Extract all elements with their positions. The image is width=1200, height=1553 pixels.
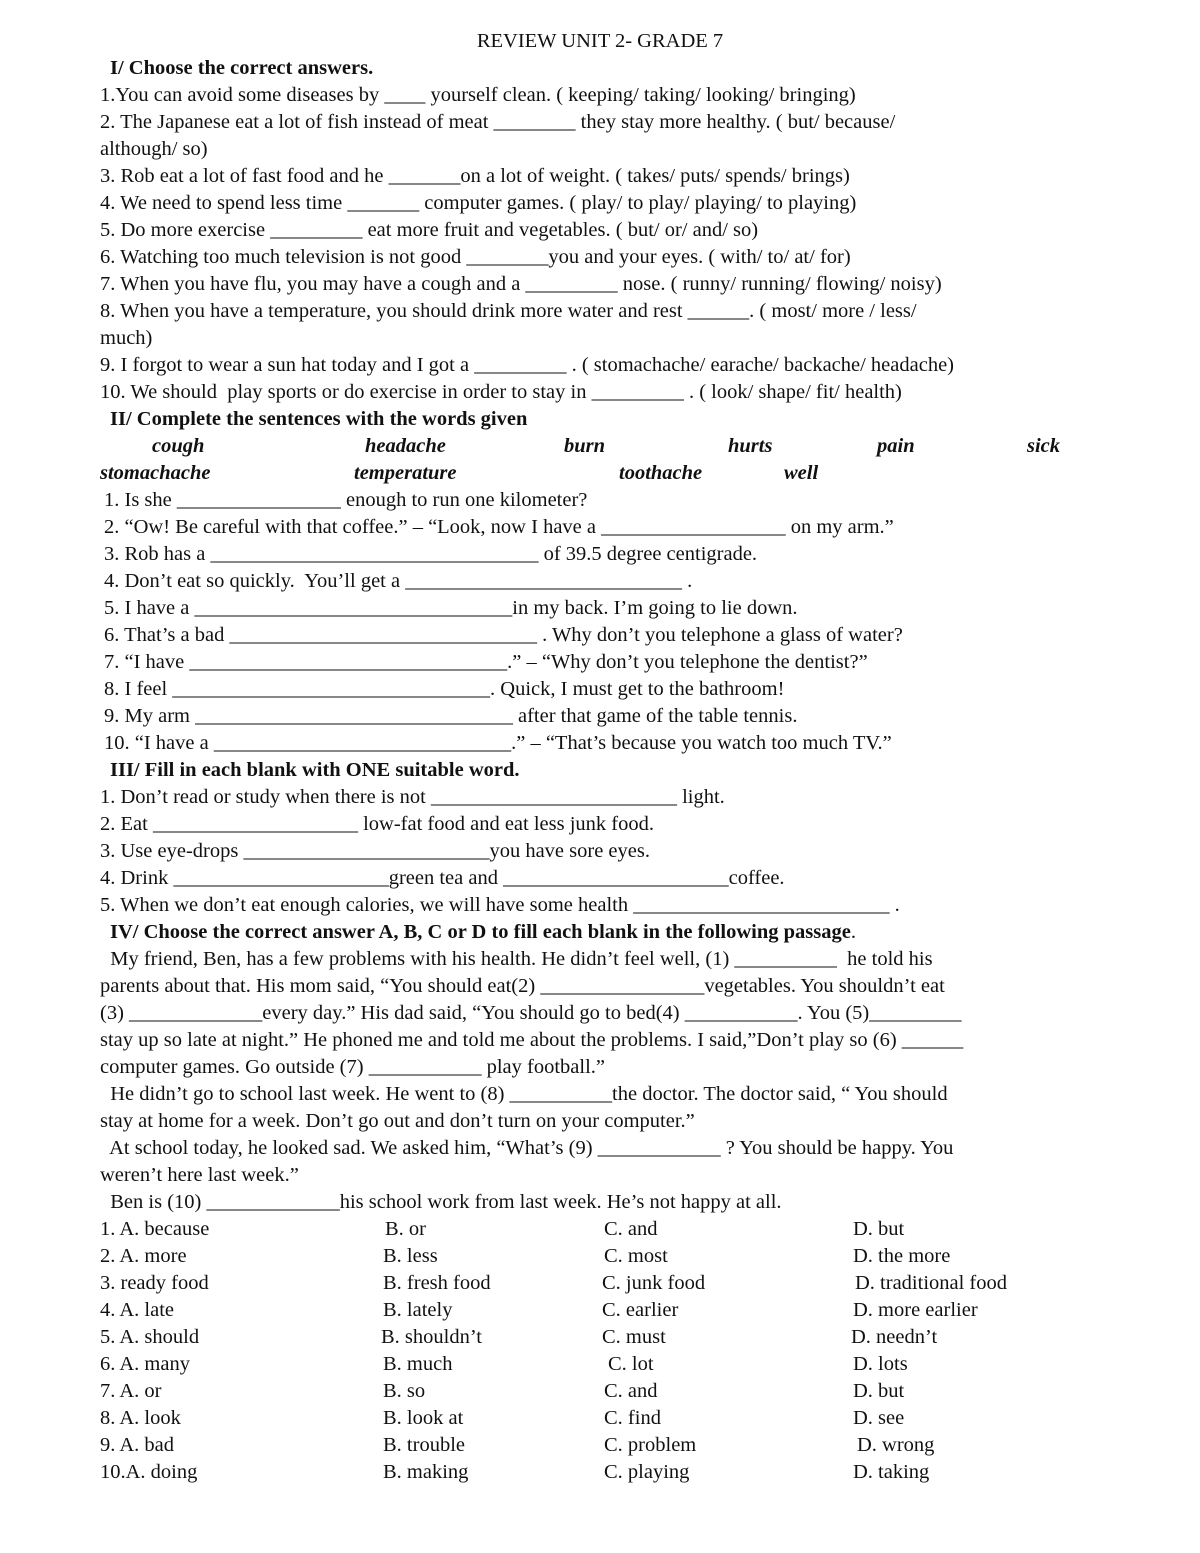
- option-row: [100, 1405, 1100, 1432]
- option-row: [100, 1297, 1100, 1324]
- option-c: C. playing: [604, 1461, 690, 1483]
- word-bank-item: burn: [564, 435, 606, 457]
- question-line: 8. I feel _______________________________. Quick, I must get to the bathroom!: [104, 678, 785, 700]
- question-line: 9. My arm _______________________________ after that game of the table tennis.: [104, 705, 798, 727]
- passage-line: At school today, he looked sad. We asked him, “What’s (9) ____________ ? You should be happy. You: [100, 1137, 954, 1159]
- word-bank-item: temperature: [354, 462, 457, 484]
- passage-line: parents about that. His mom said, “You should eat(2) ________________vegetables. You shouldn’t eat: [100, 975, 945, 997]
- option-d: D. but: [853, 1380, 905, 1402]
- option-b: B. trouble: [383, 1434, 465, 1456]
- option-c: C. most: [604, 1245, 668, 1267]
- word-bank-item: hurts: [728, 435, 773, 457]
- passage-line: He didn’t go to school last week. He went to (8) __________the doctor. The doctor said, “ You should: [100, 1083, 948, 1105]
- option-a: 2. A. more: [100, 1245, 187, 1267]
- option-d: D. see: [853, 1407, 905, 1429]
- passage-line: stay up so late at night.” He phoned me and told me about the problems. I said,”Don’t play so (6) ______: [100, 1029, 964, 1051]
- option-c: C. problem: [604, 1434, 697, 1456]
- question-line: 6. Watching too much television is not good ________you and your eyes. ( with/ to/ at/ for): [100, 246, 851, 268]
- option-b: B. lately: [383, 1299, 453, 1321]
- question-line: 7. “I have _______________________________.” – “Why don’t you telephone the dentist?”: [104, 651, 868, 673]
- option-b: B. making: [383, 1461, 469, 1483]
- option-b: B. look at: [383, 1407, 464, 1429]
- question-line: 3. Use eye-drops ________________________you have sore eyes.: [100, 840, 650, 862]
- section-1-heading: I/ Choose the correct answers.: [110, 57, 374, 79]
- option-a: 10.A. doing: [100, 1461, 198, 1483]
- option-b: B. shouldn’t: [381, 1326, 482, 1348]
- question-line: 2. “Ow! Be careful with that coffee.” – “Look, now I have a __________________ on my arm.”: [104, 516, 894, 538]
- option-row: [100, 1270, 1100, 1297]
- question-line: 3. Rob eat a lot of fast food and he _______on a lot of weight. ( takes/ puts/ spends/ brings): [100, 165, 850, 187]
- option-row: [100, 1324, 1100, 1351]
- worksheet-page: [100, 28, 1100, 1486]
- option-b: B. much: [383, 1353, 453, 1375]
- option-c: C. and: [604, 1380, 658, 1402]
- option-row: [100, 1378, 1100, 1405]
- passage-line: weren’t here last week.”: [100, 1164, 299, 1186]
- section-2-questions: [100, 487, 1100, 757]
- question-line: 2. Eat ____________________ low-fat food and eat less junk food.: [100, 813, 654, 835]
- option-d: D. wrong: [857, 1434, 935, 1456]
- option-row: [100, 1351, 1100, 1378]
- word-bank-item: well: [784, 462, 819, 484]
- word-bank-row-1: [100, 433, 1100, 460]
- option-b: B. fresh food: [383, 1272, 491, 1294]
- option-d: D. lots: [853, 1353, 908, 1375]
- word-bank-row-2: [100, 460, 1100, 487]
- question-line: 4. Drink _____________________green tea and ______________________coffee.: [100, 867, 785, 889]
- option-row: [100, 1459, 1100, 1486]
- word-bank-item: stomachache: [100, 462, 211, 484]
- question-line: 5. I have a _______________________________in my back. I’m going to lie down.: [104, 597, 798, 619]
- question-line: 7. When you have flu, you may have a cough and a _________ nose. ( runny/ running/ flowing/ noisy): [100, 273, 942, 295]
- option-c: C. earlier: [602, 1299, 679, 1321]
- reading-passage: [100, 946, 1100, 1216]
- page-title: REVIEW UNIT 2- GRADE 7: [476, 30, 724, 52]
- answer-options: [100, 1216, 1100, 1486]
- option-c: C. junk food: [602, 1272, 706, 1294]
- question-line: 4. Don’t eat so quickly. You’ll get a ___________________________ .: [104, 570, 693, 592]
- question-line: 5. When we don’t eat enough calories, we will have some health _________________________ .: [100, 894, 900, 916]
- question-line: much): [100, 327, 153, 349]
- word-bank-item: cough: [152, 435, 205, 457]
- option-a: 6. A. many: [100, 1353, 190, 1375]
- question-line: 10. “I have a _____________________________.” – “That’s because you watch too much TV.”: [104, 732, 892, 754]
- section-3-questions: [100, 784, 1100, 919]
- question-line: 2. The Japanese eat a lot of fish instead of meat ________ they stay more healthy. ( but/ because/: [100, 111, 896, 133]
- option-d: D. needn’t: [851, 1326, 938, 1348]
- option-a: 4. A. late: [100, 1299, 175, 1321]
- passage-line: stay at home for a week. Don’t go out and don’t turn on your computer.”: [100, 1110, 695, 1132]
- section-4-heading: [100, 919, 1100, 946]
- question-line: 10. We should play sports or do exercise in order to stay in _________ . ( look/ shape/ fit/ health): [100, 381, 902, 403]
- section-2-heading: II/ Complete the sentences with the words given: [110, 408, 528, 430]
- passage-line: computer games. Go outside (7) ___________ play football.”: [100, 1056, 605, 1078]
- option-d: D. more earlier: [853, 1299, 978, 1321]
- option-a: 7. A. or: [100, 1380, 162, 1402]
- option-d: D. traditional food: [855, 1272, 1008, 1294]
- passage-line: (3) _____________every day.” His dad said, “You should go to bed(4) ___________. You (5)_________: [100, 1002, 962, 1024]
- section-1-questions: [100, 82, 1100, 406]
- option-a: 9. A. bad: [100, 1434, 175, 1456]
- option-b: B. so: [383, 1380, 426, 1402]
- word-bank-item: pain: [877, 435, 915, 457]
- passage-line: Ben is (10) _____________his school work from last week. He’s not happy at all.: [100, 1191, 782, 1213]
- option-c: C. and: [604, 1218, 658, 1240]
- section-4-heading-tail: .: [850, 921, 856, 943]
- question-line: 3. Rob has a ________________________________ of 39.5 degree centigrade.: [104, 543, 758, 565]
- question-line: 1.You can avoid some diseases by ____ yourself clean. ( keeping/ taking/ looking/ bringing): [100, 84, 856, 106]
- question-line: 1. Don’t read or study when there is not ________________________ light.: [100, 786, 725, 808]
- option-row: [100, 1216, 1100, 1243]
- option-a: 5. A. should: [100, 1326, 200, 1348]
- passage-line: My friend, Ben, has a few problems with his health. He didn’t feel well, (1) __________ he told his: [100, 948, 933, 970]
- option-row: [100, 1243, 1100, 1270]
- option-row: [100, 1432, 1100, 1459]
- question-line: 9. I forgot to wear a sun hat today and I got a _________ . ( stomachache/ earache/ backache/ headache): [100, 354, 955, 376]
- question-line: 6. That’s a bad ______________________________ . Why don’t you telephone a glass of water?: [104, 624, 903, 646]
- option-c: C. must: [602, 1326, 666, 1348]
- option-a: 8. A. look: [100, 1407, 181, 1429]
- question-line: 8. When you have a temperature, you should drink more water and rest ______. ( most/ more / less/: [100, 300, 917, 322]
- question-line: 1. Is she ________________ enough to run one kilometer?: [104, 489, 588, 511]
- word-bank-item: headache: [365, 435, 446, 457]
- option-a: 3. ready food: [100, 1272, 209, 1294]
- question-line: 4. We need to spend less time _______ computer games. ( play/ to play/ playing/ to playing): [100, 192, 857, 214]
- option-d: D. but: [853, 1218, 905, 1240]
- question-line: 5. Do more exercise _________ eat more fruit and vegetables. ( but/ or/ and/ so): [100, 219, 759, 241]
- word-bank-item: toothache: [619, 462, 703, 484]
- option-a: 1. A. because: [100, 1218, 210, 1240]
- option-c: C. lot: [608, 1353, 654, 1375]
- section-4-heading-text: IV/ Choose the correct answer A, B, C or D to fill each blank in the following passage: [110, 921, 851, 943]
- option-b: B. or: [385, 1218, 426, 1240]
- option-d: D. the more: [853, 1245, 951, 1267]
- section-3-heading: III/ Fill in each blank with ONE suitable word.: [110, 759, 520, 781]
- word-bank-item: sick: [1027, 435, 1061, 457]
- option-c: C. find: [604, 1407, 661, 1429]
- question-line: although/ so): [100, 138, 208, 160]
- option-b: B. less: [383, 1245, 438, 1267]
- option-d: D. taking: [853, 1461, 930, 1483]
